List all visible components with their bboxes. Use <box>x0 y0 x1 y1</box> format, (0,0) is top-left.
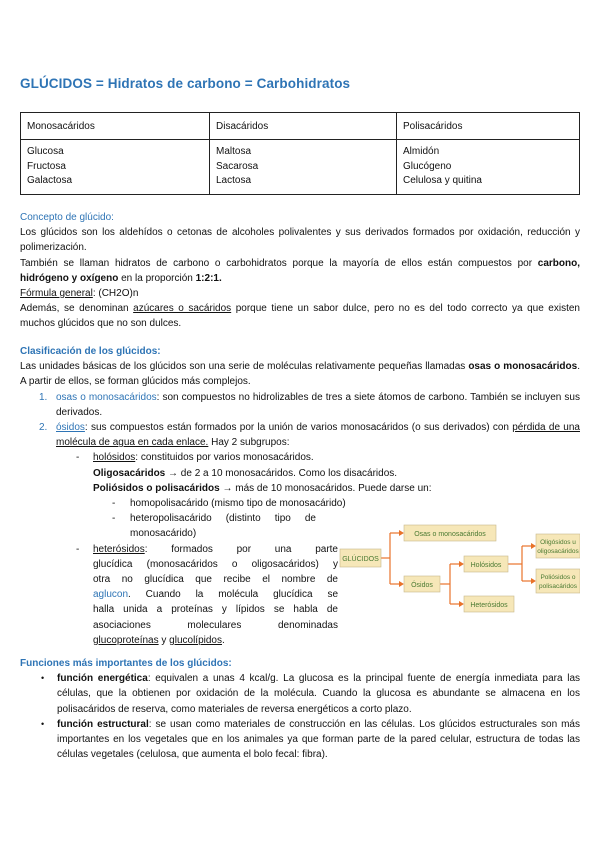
table-header-cell: Disacáridos <box>210 113 397 140</box>
text-span: porque tiene un sabor dulce, pero no es del todo correcto ya que existen muchos glúcidos que no son dulces. <box>20 303 580 330</box>
sub-item-heterosidos <box>20 542 338 648</box>
bold-text: carbono, hidrógeno y oxígeno <box>20 257 580 284</box>
diagram-label: GLÚCIDOS <box>342 556 379 563</box>
bullet-marker: • <box>41 718 45 729</box>
diagram-label: Ósidos <box>411 582 433 589</box>
classification-diagram <box>338 518 580 618</box>
bold-text: Poliósidos o polisacáridos <box>93 482 220 494</box>
text-span: → de 2 a 10 monosacáridos. Como los disacáridos. <box>165 467 398 479</box>
table-item: Glucosa <box>27 146 64 157</box>
underlined-text: glucoproteínas <box>93 634 159 646</box>
text-line <box>93 587 338 602</box>
dash-marker: - <box>76 543 80 555</box>
bold-text: Oligosacáridos <box>93 467 166 479</box>
list-number: 2. <box>39 422 48 434</box>
table-item: Sacarosa <box>216 160 259 172</box>
table-item: Lactosa <box>216 175 252 186</box>
table-cell-disacaridos <box>210 140 397 195</box>
term-aglucon: aglucon <box>93 589 129 601</box>
formula-line <box>20 286 580 301</box>
text-span: homopolisacárido (mismo tipo de monosacárido) <box>130 498 346 510</box>
table-header-cell: Monosacáridos <box>21 113 210 140</box>
concepto-heading: Concepto de glúcido: <box>20 212 114 223</box>
diagram-label: oligosacáridos <box>537 548 579 555</box>
text-span: También se llaman hidratos de carbono o carbohidratos porque la mayoría de ellos están compuestos por <box>20 257 538 269</box>
text-line: halla unida a proteínas y lípidos se habla de <box>93 604 338 616</box>
table-item: Glucógeno <box>403 160 452 172</box>
text-span: Además, se denominan <box>20 303 134 315</box>
dash-marker: - <box>112 513 116 525</box>
diagram-label: Osas o monosacáridos <box>414 531 486 538</box>
text-line: glucídica (monosacáridos o oligosacáridos) y <box>93 558 338 570</box>
concepto-paragraph-2 <box>20 256 580 286</box>
table-header-cell: Polisacáridos <box>397 113 580 140</box>
page-title: GLÚCIDOS = Hidratos de carbono = Carbohidratos <box>20 76 351 91</box>
text-line: otra no glucídica que recibe el nombre de <box>93 574 338 586</box>
arrow-head <box>399 581 404 587</box>
funciones-heading: Funciones más importantes de los glúcidos: <box>20 658 232 669</box>
text-line: heteropolisacárido (distinto tipo de <box>130 513 316 525</box>
table-item: Almidón <box>403 146 440 157</box>
polisacaridos-line <box>20 481 580 496</box>
formula-label: Fórmula general <box>20 288 93 300</box>
table-cell-monosacaridos <box>21 140 210 195</box>
term-holosidos: holósidos <box>93 452 136 464</box>
bullet-marker: • <box>41 673 45 684</box>
sub-sub-item-heteropolisacarido <box>20 511 316 541</box>
arrow-head <box>399 530 404 536</box>
text-span: : se usan como materiales de construcción en las células. Los glúcidos estructurales son más importantes en los vegetales que en los animales ya que forman parte de la pared celular, estructura de todas las células vegetales (celulosa, que aumenta el bolo fecal: fibra). <box>57 718 580 761</box>
arrow-head <box>459 561 464 567</box>
bold-text: osas o monosacáridos <box>468 361 578 373</box>
glucidos-types-table <box>20 112 580 195</box>
clasificacion-heading: Clasificación de los glúcidos: <box>20 346 161 357</box>
term-osas: osas o monosacáridos <box>56 391 157 403</box>
bold-text: 1:2:1. <box>195 272 222 284</box>
text-span: : constituidos por varios monosacáridos. <box>135 452 314 464</box>
list-number: 1. <box>39 391 48 403</box>
text-line: monosacárido) <box>130 528 197 540</box>
text-span: . A partir de ellos, se forman glúcidos más complejos. <box>20 361 580 388</box>
table-cell-polisacaridos <box>397 140 580 195</box>
table-item: Celulosa y quitina <box>403 175 482 186</box>
dash-marker: - <box>76 452 80 464</box>
dash-marker: - <box>112 498 116 510</box>
table-item: Galactosa <box>27 175 73 186</box>
table-row <box>21 140 580 195</box>
clasificacion-intro <box>20 359 580 389</box>
diagram-label: polisacáridos <box>539 583 577 590</box>
arrow-head <box>531 578 536 584</box>
underlined-text: pérdida de una molécula de agua en cada enlace. <box>56 422 580 449</box>
funciones-section <box>20 656 580 762</box>
list-item-funcion-energetica <box>20 671 580 717</box>
diagram-label: Heterósidos <box>470 602 508 609</box>
text-span: en la proporción <box>118 272 196 284</box>
term-heterosidos: heterósidos <box>93 543 145 555</box>
text-span: : son compuestos no hidrolizables de tres a siete átomos de carbono. También se incluyen sus derivados. <box>56 391 580 418</box>
concepto-section <box>20 210 580 332</box>
term-osidos: ósidos <box>56 422 85 434</box>
table-item: Fructosa <box>27 160 66 172</box>
diagram-label: Holósidos <box>470 562 502 569</box>
diagram-connectors <box>381 533 534 604</box>
bold-text: función energética <box>57 673 148 685</box>
list-item-funcion-estructural <box>20 717 580 763</box>
text-span: : equivalen a unas 4 kcal/g. La glucosa es la principal fuente de energía inmediata para las células, que la obtienen por oxidación de la molécula. Cuando la glucosa es abundante se almacena en los polisacáridos de reserva, como materiales de reversa energéticos a corto plazo. <box>57 673 581 715</box>
text-line <box>93 633 338 648</box>
sub-sub-item-homopolisacarido <box>20 496 580 511</box>
text-line <box>93 542 338 557</box>
text-span: Las unidades básicas de los glúcidos son una serie de moléculas relativamente pequeñas llamadas <box>20 361 469 373</box>
text-span: Hay 2 subgrupos: <box>208 437 290 449</box>
text-span: → más de 10 monosacáridos. Puede darse un: <box>219 482 432 494</box>
text-span: : formados por una parte <box>144 543 338 555</box>
sub-item-holosidos <box>20 450 580 465</box>
arrow-head <box>459 601 464 607</box>
text-line: asociaciones moleculares denominadas <box>93 619 338 631</box>
table-item: Maltosa <box>216 146 252 157</box>
text-span: . <box>221 634 225 646</box>
concepto-paragraph-3 <box>20 301 580 331</box>
oligosacaridos-line <box>20 466 580 481</box>
underlined-text: azúcares o sacáridos <box>133 303 232 315</box>
list-item-osidos <box>20 420 580 450</box>
table-header-row <box>21 113 580 140</box>
text-span: y <box>158 634 170 646</box>
concepto-paragraph-1: Los glúcidos son los aldehídos o cetonas de alcoholes polivalentes y sus derivados formados por oxidación, reducción y polimerización. <box>20 227 580 254</box>
diagram-label: Poliósidos o <box>540 574 576 581</box>
text-span: . Cuando la molécula glucídica se <box>128 589 338 601</box>
list-item-osas <box>20 390 580 420</box>
arrow-head <box>531 543 536 549</box>
bold-text: función estructural <box>57 718 149 730</box>
underlined-text: glucolípidos <box>169 634 222 646</box>
formula-value: : (CH2O)n <box>92 288 139 300</box>
text-span: : sus compuestos están formados por la unión de varios monosacáridos (o sus derivados) con <box>84 422 513 434</box>
diagram-label: Oligósidos u <box>540 539 576 546</box>
